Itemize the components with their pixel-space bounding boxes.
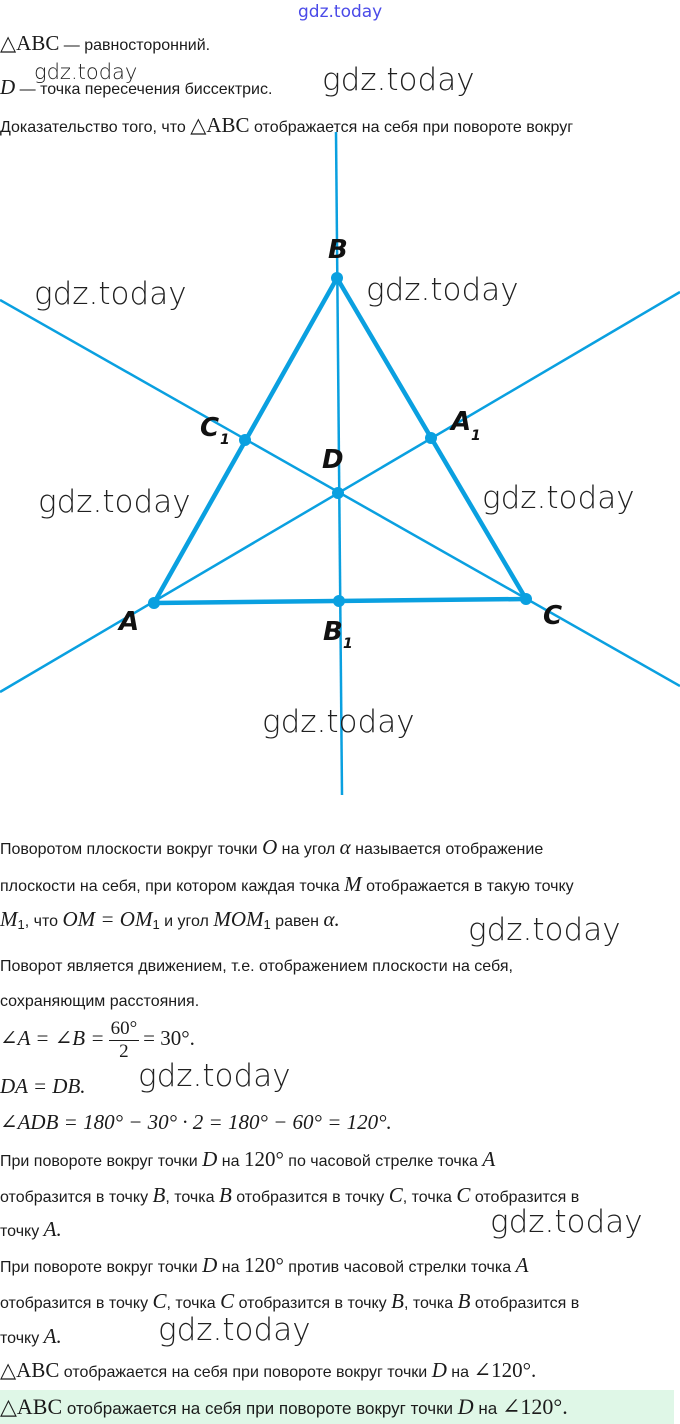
text: отобразится в точку	[0, 1189, 153, 1206]
equation-angles	[0, 1016, 195, 1063]
label-C: C	[543, 601, 563, 631]
label-A: A	[119, 607, 140, 637]
definition-line-3	[0, 908, 340, 936]
label-A1: A	[451, 407, 472, 437]
text: равен	[270, 913, 324, 930]
watermark: gdz.today	[490, 1204, 643, 1240]
math-D: D	[0, 75, 16, 99]
label-C1-sub: 1	[220, 432, 230, 448]
text: по часовой стрелке точка	[283, 1153, 483, 1170]
equation-DA-DB	[0, 1075, 86, 1100]
given-line-1	[0, 32, 210, 57]
math-O: O	[262, 835, 278, 859]
text: При повороте вокруг точки	[0, 1259, 203, 1276]
math-alpha: α	[339, 835, 351, 859]
text: плоскости на себя, при котором каждая точка	[0, 878, 345, 895]
math-angle-MOM1: MOM	[213, 907, 264, 931]
math-A: A	[482, 1147, 496, 1171]
answer-line	[0, 1396, 568, 1420]
math-eq: ∠A = ∠B =	[0, 1026, 105, 1050]
math-OM-eq: OM = OM	[62, 907, 153, 931]
point-A	[148, 597, 160, 609]
math-triangle: △ABC	[0, 1358, 60, 1382]
math-angle: ∠120°.	[501, 1394, 568, 1419]
watermark: gdz.today	[138, 1058, 291, 1094]
given-text-3: Доказательство того, что	[0, 119, 191, 136]
math-triangle: △ABC	[0, 1394, 63, 1419]
given-text-1: — равносторонний.	[59, 37, 211, 54]
text: отображается на себя при повороте вокруг точки	[59, 1364, 432, 1381]
math-B: B	[152, 1183, 166, 1207]
watermark: gdz.today	[34, 60, 138, 84]
point-B	[331, 272, 343, 284]
math-D: D	[202, 1147, 218, 1171]
math-A: A.	[43, 1324, 62, 1348]
label-C1: C	[200, 413, 220, 443]
given-text-3b: отображается на себя при повороте вокруг	[249, 119, 574, 136]
math-A: A	[515, 1253, 529, 1277]
text: и угол	[159, 913, 214, 930]
text: , точка	[165, 1189, 219, 1206]
given-text-2: — точка пересечения биссектрис.	[15, 81, 273, 98]
math-A: A.	[43, 1217, 62, 1241]
motion-line-1: Поворот является движением, т.е. отображением плоскости на себя,	[0, 958, 513, 975]
fraction-denominator: 2	[119, 1041, 129, 1063]
fraction-numerator: 60°	[110, 1018, 138, 1040]
text: на	[473, 1399, 502, 1418]
math-angle: ∠120°.	[473, 1358, 537, 1382]
math-C: C	[152, 1289, 167, 1313]
math-B: B	[218, 1183, 232, 1207]
watermark: gdz.today	[158, 1312, 311, 1348]
definition-line-2	[0, 873, 574, 898]
text: отображается на себя при повороте вокруг точки	[62, 1399, 458, 1418]
watermark: gdz.today	[482, 480, 635, 516]
point-B1	[333, 595, 345, 607]
math-120: 120°	[243, 1253, 284, 1277]
text: точку	[0, 1223, 44, 1240]
text: При повороте вокруг точки	[0, 1153, 203, 1170]
math-C: C	[388, 1183, 403, 1207]
math-C: C	[456, 1183, 471, 1207]
clockwise-line-3	[0, 1218, 62, 1243]
text: отобразится в	[470, 1295, 580, 1312]
text: отображается в такую точку	[361, 878, 574, 895]
subscript: 1	[152, 917, 160, 932]
math-eq: DA = DB.	[0, 1074, 86, 1098]
math-D: D	[431, 1358, 447, 1382]
watermark: gdz.today	[366, 272, 519, 308]
motion-line-2: сохраняющим расстояния.	[0, 993, 200, 1010]
text: отобразится в точку	[0, 1295, 153, 1312]
math-M: M	[344, 872, 362, 896]
text: отобразится в	[470, 1189, 580, 1206]
point-C1	[239, 434, 251, 446]
label-B1-sub: 1	[343, 636, 353, 652]
math-D: D	[202, 1253, 218, 1277]
text: отобразится в точку	[234, 1295, 392, 1312]
label-D: D	[322, 445, 344, 475]
text: на	[217, 1259, 244, 1276]
subscript: 1	[17, 917, 25, 932]
text: , точка	[166, 1295, 221, 1312]
text: на угол	[277, 841, 340, 858]
point-C	[520, 593, 532, 605]
watermark: gdz.today	[38, 484, 191, 520]
text: называется отображение	[350, 841, 544, 858]
text: отобразится в точку	[231, 1189, 389, 1206]
text: Поворотом плоскости вокруг точки	[0, 841, 263, 858]
text: на	[446, 1364, 474, 1381]
watermark: gdz.today	[262, 704, 415, 740]
watermark: gdz.today	[468, 912, 621, 948]
counterclockwise-line-3	[0, 1325, 62, 1350]
math-D: D	[457, 1394, 474, 1419]
math-B: B	[457, 1289, 471, 1313]
label-A1-sub: 1	[471, 428, 481, 444]
math-eq: ∠ADB = 180° − 30° · 2 = 180° − 60° = 120°.	[0, 1110, 392, 1134]
watermark: gdz.today	[322, 62, 475, 98]
watermark-top: gdz.today	[298, 2, 383, 22]
math-M1: M	[0, 907, 18, 931]
math-triangle: △ABC	[0, 31, 60, 55]
text: на	[217, 1153, 244, 1170]
text: против часовой стрелки точка	[283, 1259, 516, 1276]
math-B: B	[391, 1289, 404, 1313]
subscript: 1	[263, 917, 271, 932]
conclusion-line	[0, 1359, 536, 1384]
label-B1: B	[323, 617, 343, 647]
text: , точка	[402, 1189, 457, 1206]
counterclockwise-line-1	[0, 1254, 528, 1279]
label-B: B	[328, 235, 348, 265]
watermark: gdz.today	[34, 276, 187, 312]
text: , что	[24, 913, 63, 930]
fraction	[109, 1018, 140, 1063]
math-eq: = 30°.	[143, 1026, 195, 1050]
math-triangle-2: △ABC	[190, 113, 250, 137]
math-120: 120°	[243, 1147, 284, 1171]
clockwise-line-1	[0, 1148, 495, 1173]
text: точку	[0, 1330, 44, 1347]
point-D	[332, 487, 344, 499]
math-alpha: α.	[323, 907, 340, 931]
point-A1	[425, 432, 437, 444]
equation-ADB	[0, 1111, 392, 1136]
definition-line-1	[0, 836, 543, 861]
math-C: C	[220, 1289, 235, 1313]
text: , точка	[403, 1295, 458, 1312]
